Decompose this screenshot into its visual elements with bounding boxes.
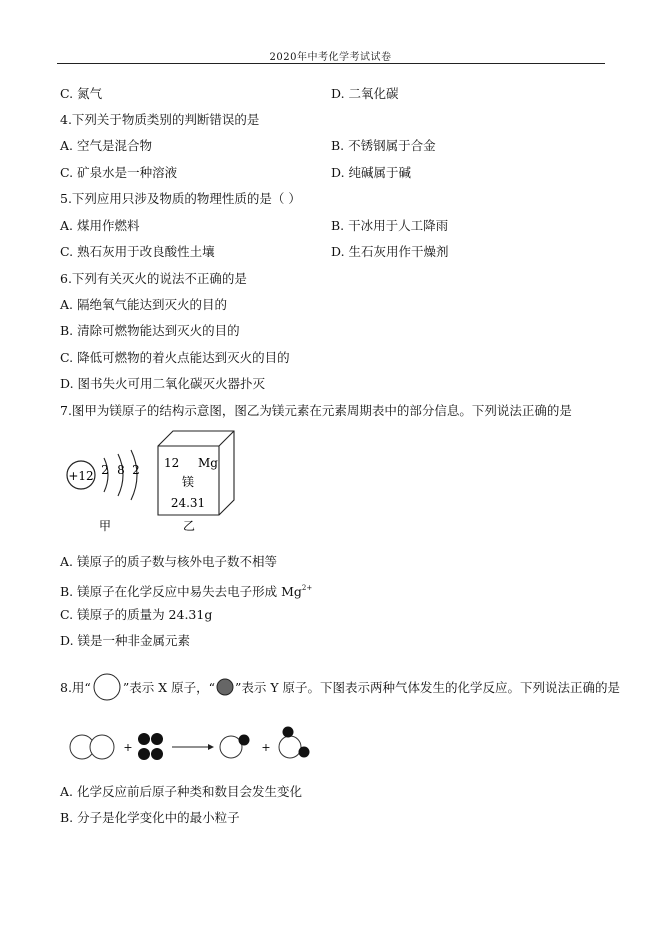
shell-3-electrons: 2 [132,463,140,477]
q5-stem: 5.下列应用只涉及物质的物理性质的是（ ） [60,191,301,206]
q8-option-b: B. 分子是化学变化中的最小粒子 [60,810,240,825]
figure-a-caption: 甲 [98,519,112,533]
y-atom-icon [215,677,235,697]
q6-option-b: B. 清除可燃物能达到灭火的目的 [60,323,240,338]
q6-option-a: A. 隔绝氧气能达到灭火的目的 [60,297,227,312]
q7-option-b: B. 镁原子在化学反应中易失去电子形成 $Mg^{2+}$ [60,584,313,599]
plus-sign-2: + [261,741,271,754]
q5-option-d: D. 生石灰用作干燥剂 [331,244,449,259]
shell-1-electrons: 2 [101,463,109,477]
reaction-arrow [172,744,214,750]
q6-option-d: D. 图书失火可用二氧化碳灭火器扑灭 [60,376,266,391]
q3-option-d: D. 二氧化碳 [331,86,399,101]
q3-option-c: C. 氮气 [60,86,103,101]
atomic-number: 12 [164,456,180,470]
q4-option-d: D. 纯碱属于碱 [331,165,412,180]
xy2-product [279,727,310,759]
q7-stem: 7.图甲为镁原子的结构示意图，图乙为镁元素在元素周期表中的部分信息。下列说法正确的是 [60,403,572,418]
page-header: 2020年中考化学考试试卷 [269,52,392,63]
figure-b-caption: 乙 [182,519,196,533]
q4-option-b: B. 不锈钢属于合金 [331,138,436,153]
q6-option-c: C. 降低可燃物的着火点能达到灭火的目的 [60,350,290,365]
q7-option-a: A. 镁原子的质子数与核外电子数不相等 [60,554,277,569]
x-atom-icon [91,673,123,701]
q4-stem: 4.下列关于物质类别的判断错误的是 [60,112,260,127]
atom-structure-diagram [67,450,140,533]
element-name: 镁 [181,475,195,489]
q4-option-a: A. 空气是混合物 [60,138,152,153]
nucleus-charge: +12 [68,469,94,483]
atomic-mass: 24.31 [170,496,206,510]
q8-stem: 8.用“ ”表示 X 原子，“ ”表示 Y 原子。下图表示两种气体发生的化学反应。下列说法正确的是 [60,673,620,701]
q5-option-c: C. 熟石灰用于改良酸性土壤 [60,244,215,259]
q7-option-d: D. 镁是一种非金属元素 [60,633,191,648]
periodic-cell-diagram [158,431,234,533]
element-symbol: Mg [198,456,218,470]
header-rule [57,63,605,64]
y2-molecules [138,733,163,760]
plus-sign-1: + [123,741,133,754]
q4-option-c: C. 矿泉水是一种溶液 [60,165,178,180]
xy-product-1 [220,735,250,759]
q5-option-a: A. 煤用作燃料 [60,218,140,233]
x2-molecule [70,735,114,759]
q8-option-a: A. 化学反应前后原子种类和数目会发生变化 [60,784,302,799]
q6-stem: 6.下列有关灭火的说法不正确的是 [60,271,247,286]
shell-2-electrons: 8 [117,463,125,477]
q7-figures [60,428,280,538]
q5-option-b: B. 干冰用于人工降雨 [331,218,449,233]
q7-option-c: C. 镁原子的质量为 24.31g [60,607,213,622]
q8-reaction-diagram [60,720,320,770]
